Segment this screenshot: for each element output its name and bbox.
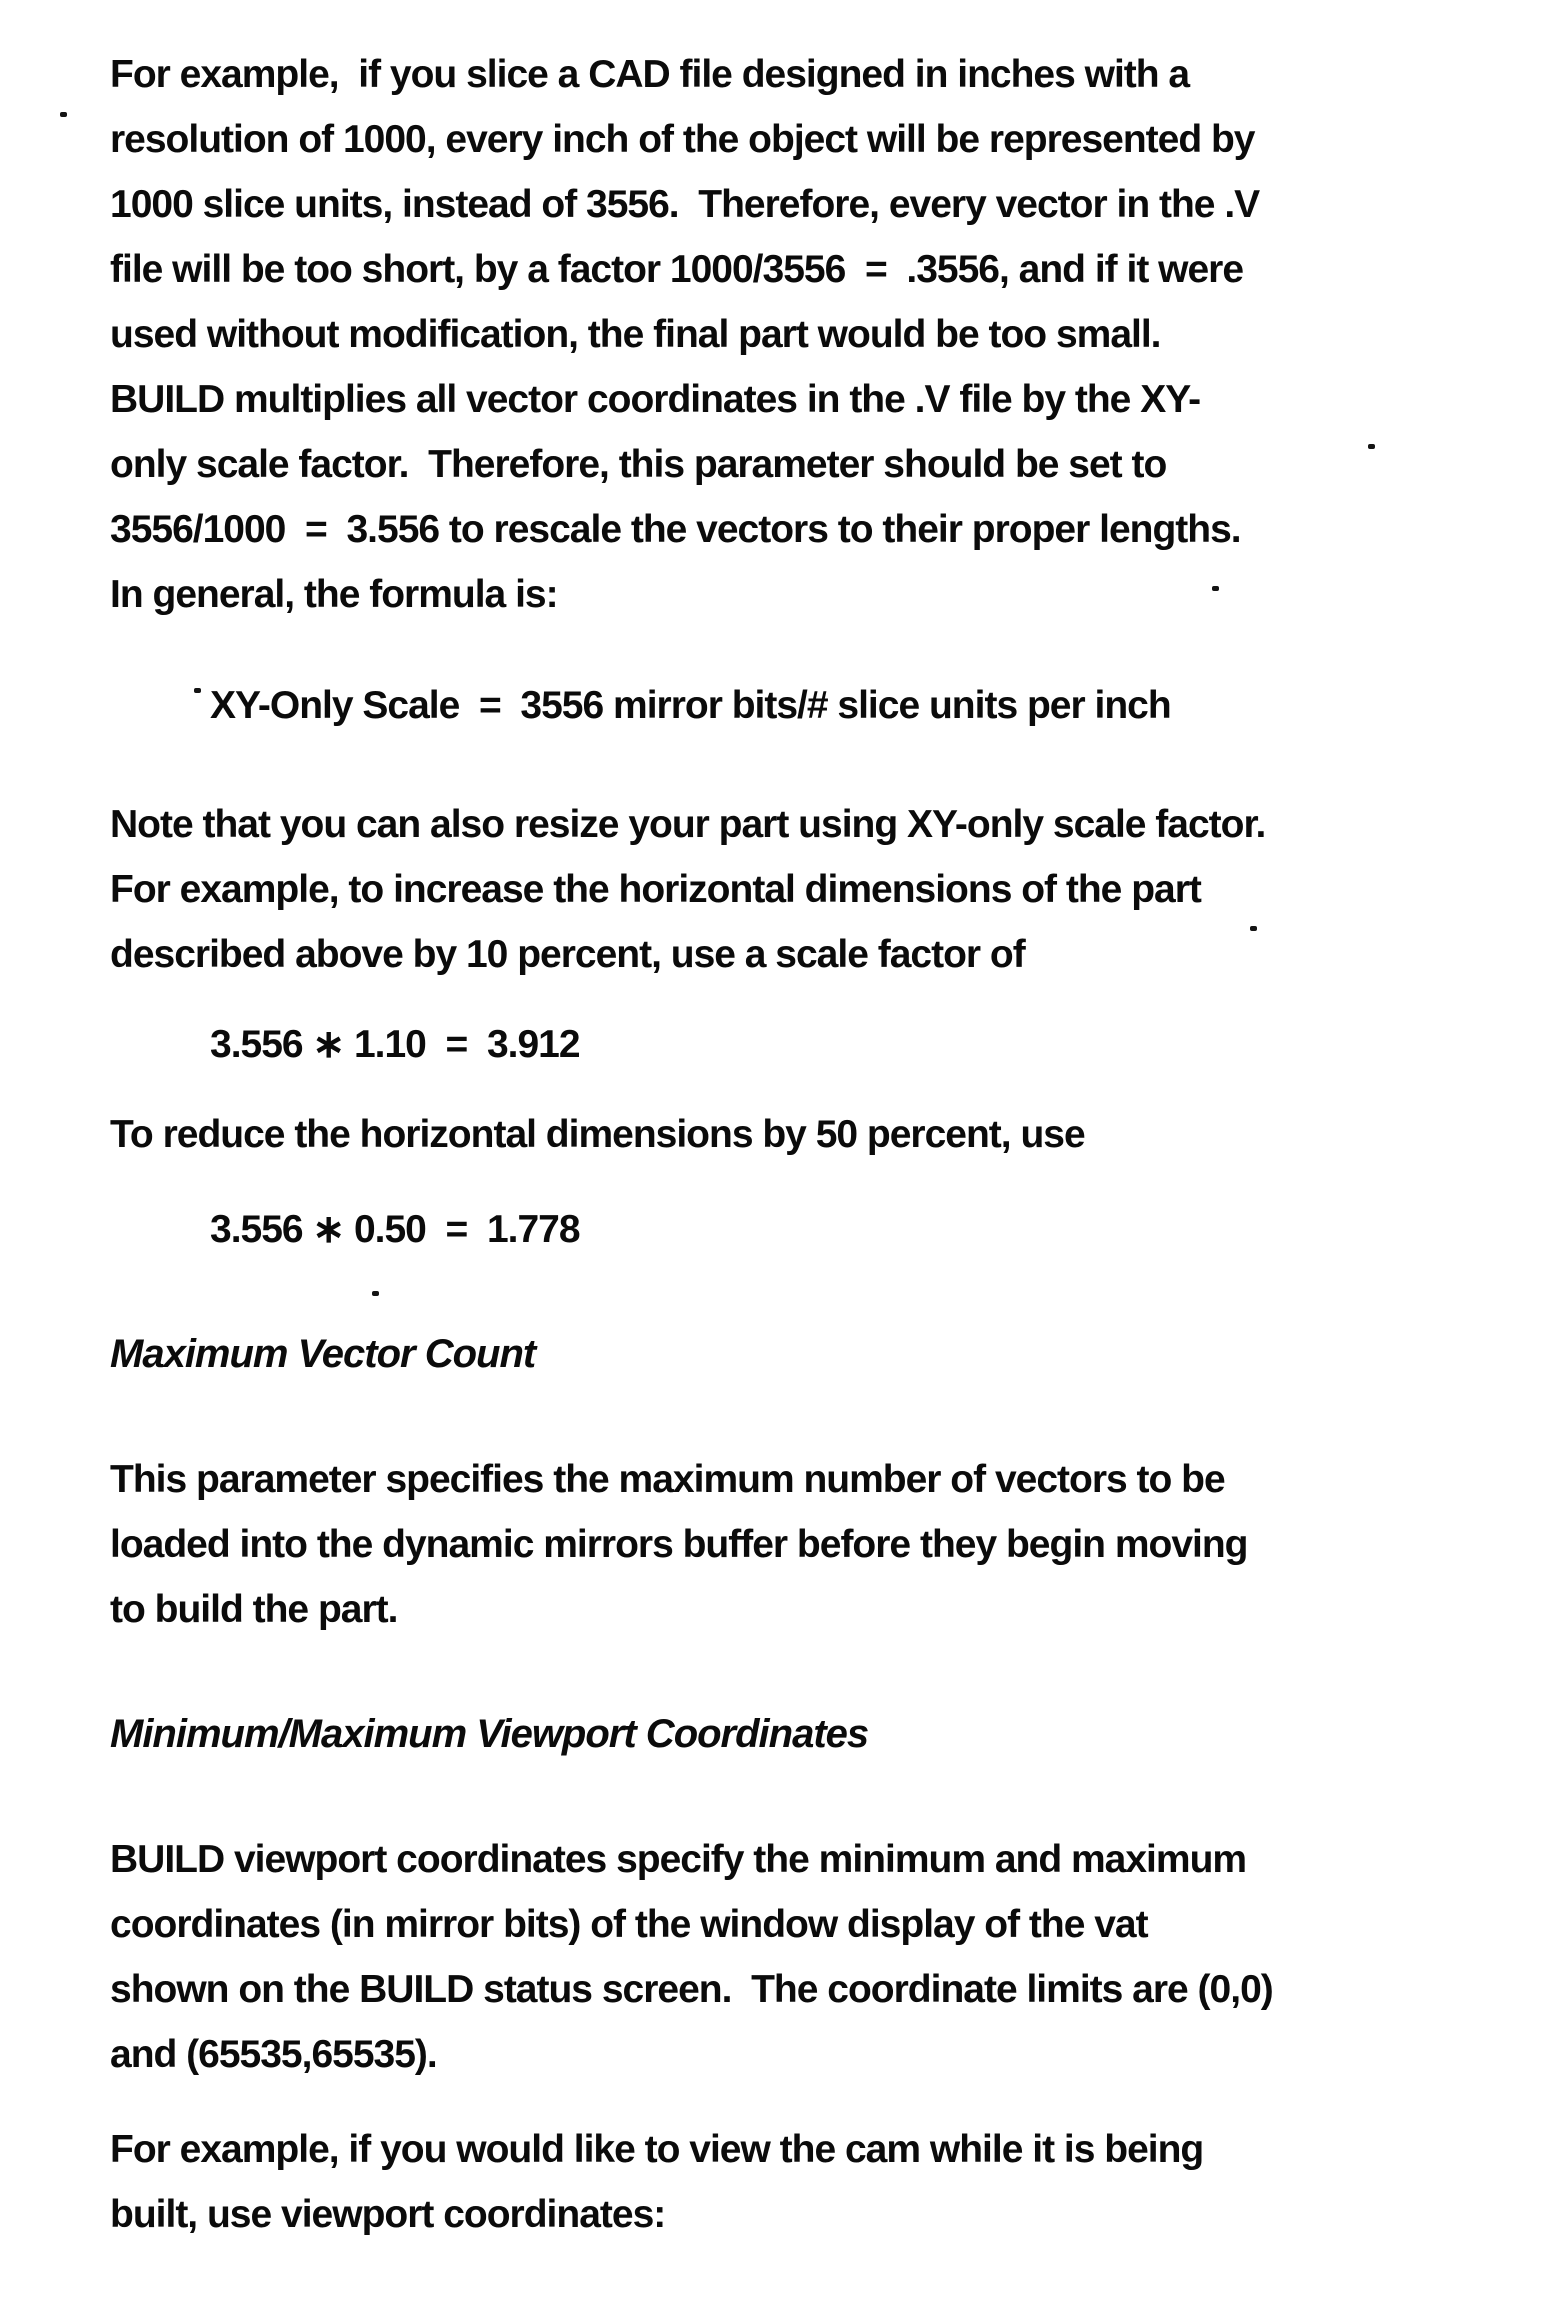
text-line: For example, to increase the horizontal dimensions of the part	[110, 868, 1201, 911]
para-maximum-vector-count	[110, 1447, 1522, 1642]
text-line: Note that you can also resize your part using XY-only scale factor.	[110, 803, 1266, 846]
scan-speck	[372, 1291, 379, 1296]
text-line: BUILD viewport coordinates specify the minimum and maximum	[110, 1838, 1247, 1881]
text-line: Minimum/Maximum Viewport Coordinates	[110, 1712, 869, 1756]
scan-speck	[1212, 586, 1219, 591]
para-resize-note	[110, 792, 1522, 987]
text-line: coordinates (in mirror bits) of the window display of the vat	[110, 1903, 1148, 1946]
text-line: For example, if you slice a CAD file designed in inches with a	[110, 53, 1190, 96]
text-line: built, use viewport coordinates:	[110, 2193, 666, 2236]
text-line: resolution of 1000, every inch of the object will be represented by	[110, 118, 1255, 161]
scan-speck	[194, 688, 201, 693]
formula-increase-10-percent	[110, 1012, 1522, 1077]
text-line: 3.556 ∗ 0.50 = 1.778	[210, 1208, 580, 1251]
text-line: shown on the BUILD status screen. The coordinate limits are (0,0)	[110, 1968, 1273, 2011]
text-line: file will be too short, by a factor 1000/3556 = .3556, and if it were	[110, 248, 1244, 291]
text-line: To reduce the horizontal dimensions by 50 percent, use	[110, 1113, 1085, 1156]
formula-reduce-50-percent	[110, 1197, 1522, 1262]
text-line: used without modification, the final part would be too small.	[110, 313, 1161, 356]
para-viewport-coordinates	[110, 1827, 1522, 2087]
formula-xy-only-scale	[110, 673, 1522, 738]
para-viewport-example	[110, 2117, 1522, 2247]
scan-speck	[1368, 444, 1375, 449]
text-line: only scale factor. Therefore, this parameter should be set to	[110, 443, 1167, 486]
scan-speck	[1250, 926, 1257, 931]
text-line: XY-Only Scale = 3556 mirror bits/# slice units per inch	[210, 684, 1171, 727]
text-line: loaded into the dynamic mirrors buffer before they begin moving	[110, 1523, 1248, 1566]
text-line: 1000 slice units, instead of 3556. Therefore, every vector in the .V	[110, 183, 1260, 226]
text-line: For example, if you would like to view the cam while it is being	[110, 2128, 1204, 2171]
text-line: 3.556 ∗ 1.10 = 3.912	[210, 1023, 580, 1066]
text-line: to build the part.	[110, 1588, 398, 1631]
scan-speck	[60, 112, 67, 117]
text-line: This parameter specifies the maximum number of vectors to be	[110, 1458, 1225, 1501]
text-line: In general, the formula is:	[110, 573, 558, 616]
para-xy-scale-example	[110, 42, 1522, 627]
para-reduce-50-percent	[110, 1102, 1522, 1167]
text-line: and (65535,65535).	[110, 2033, 437, 2076]
heading-maximum-vector-count	[110, 1322, 1522, 1387]
text-line: 3556/1000 = 3.556 to rescale the vectors to their proper lengths.	[110, 508, 1241, 551]
text-line: described above by 10 percent, use a scale factor of	[110, 933, 1025, 976]
text-line: Maximum Vector Count	[110, 1332, 536, 1376]
heading-viewport-coordinates	[110, 1702, 1522, 1767]
text-line: BUILD multiplies all vector coordinates in the .V file by the XY-	[110, 378, 1201, 421]
